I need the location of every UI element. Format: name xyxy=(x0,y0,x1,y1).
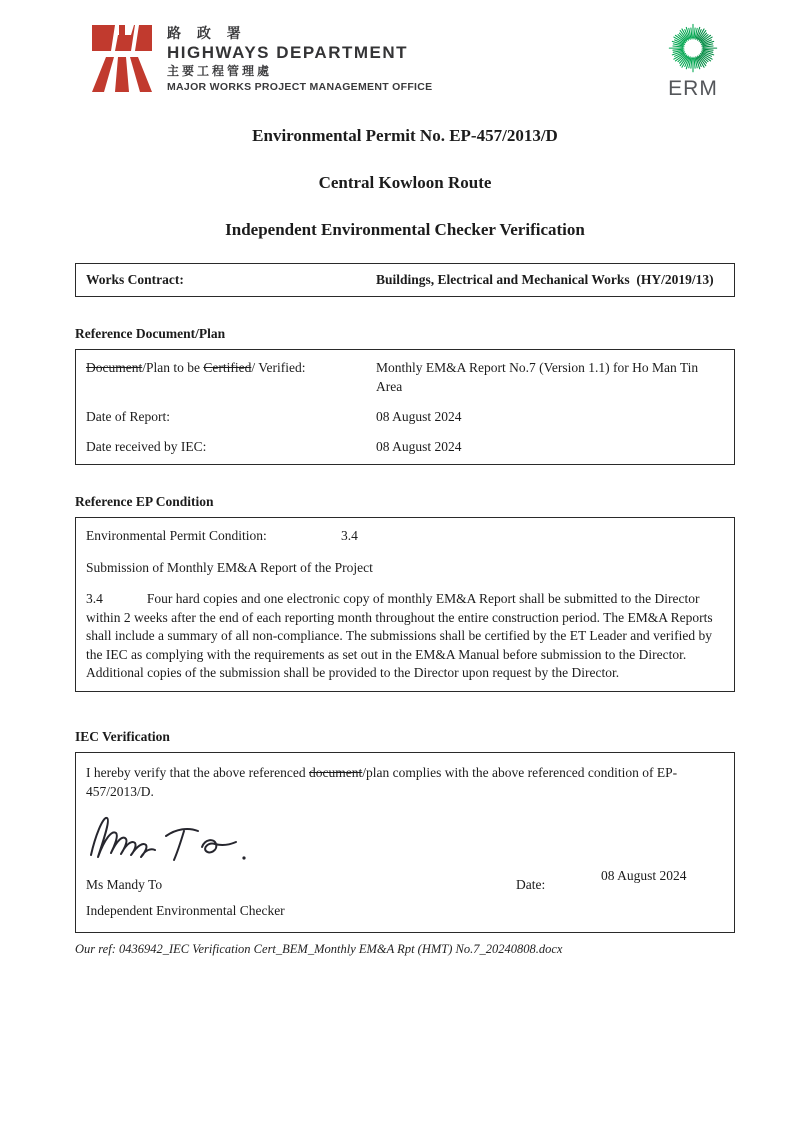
permit-number-title: Environmental Permit No. EP-457/2013/D xyxy=(252,126,558,145)
document-title: Independent Environmental Checker Verification xyxy=(225,220,585,239)
label-end-text: / Verified: xyxy=(251,360,306,375)
ep-condition-subtitle: Submission of Monthly EM&A Report of the Project xyxy=(86,560,373,575)
struck-word-certified: Certified xyxy=(203,360,252,375)
works-contract-label: Works Contract: xyxy=(86,272,184,287)
document-plan-row xyxy=(86,358,724,396)
dept-name-chinese: 路 政 署 xyxy=(167,25,247,41)
signatory-name: Ms Mandy To xyxy=(86,876,163,892)
our-ref-line: Our ref: 0436942_IEC Verification Cert_BEM_Monthly EM&A Rpt (HMT) No.7_20240808.docx xyxy=(75,941,563,956)
reference-ep-box xyxy=(75,517,735,692)
date-of-report-row xyxy=(86,407,724,426)
erm-starburst-icon xyxy=(664,22,722,80)
ep-condition-value: 3.4 xyxy=(341,528,358,543)
signatory-title: Independent Environmental Checker xyxy=(86,902,285,918)
project-title: Central Kowloon Route xyxy=(318,173,492,192)
iec-verification-heading: IEC Verification xyxy=(75,728,170,744)
reference-document-heading: Reference Document/Plan xyxy=(75,326,226,341)
ep-clause-number: 3.4 xyxy=(86,591,103,606)
works-contract-value: Buildings, Electrical and Mechanical Works (HY/2019/13) xyxy=(376,272,714,287)
ep-condition-label: Environmental Permit Condition: xyxy=(86,528,267,543)
signature-area xyxy=(86,809,724,867)
erm-burst-lines xyxy=(669,24,716,71)
statement-pre-text: I hereby verify that the above referenced xyxy=(86,764,310,780)
date-value: 08 August 2024 xyxy=(601,867,687,883)
office-name-chinese: 主要工程管理處 xyxy=(167,64,273,78)
document-plan-value: Monthly EM&A Report No.7 (Version 1.1) for Ho Man Tin Area xyxy=(376,360,699,394)
date-received-value: 08 August 2024 xyxy=(376,439,462,454)
date-of-report-value: 08 August 2024 xyxy=(376,409,462,424)
date-of-report-label: Date of Report: xyxy=(86,409,170,424)
dept-name-english: HIGHWAYS DEPARTMENT xyxy=(167,43,409,62)
date-received-label: Date received by IEC: xyxy=(86,439,207,454)
statement-post-text: /plan complies with the above referenced condition of EP-457/2013/D. xyxy=(86,764,678,799)
date-received-row xyxy=(86,437,724,456)
document-plan-label xyxy=(86,358,376,396)
date-label: Date: xyxy=(516,876,546,892)
signature-image xyxy=(86,809,256,867)
highways-department-logo-icon xyxy=(90,22,154,92)
struck-word-document-2: document xyxy=(309,764,363,780)
ep-clause-paragraph xyxy=(86,590,724,683)
works-contract-box xyxy=(75,263,735,297)
ep-clause-text: Four hard copies and one electronic copy of monthly EM&A Report shall be submitted to the Director within 2 weeks after the end of each reporting month throughout the entire construction period. The EM&A Reports shall include a summary of all non-compliance. The submissions shall be certified by the ET Leader and verified by the IEC as complying with the requirements as set out in the EM&A Manual before submission to the Director. Additional copies of the submission shall be provided to the Director upon request by the Director. xyxy=(86,591,713,680)
letterhead-text xyxy=(167,22,432,94)
reference-ep-heading: Reference EP Condition xyxy=(75,494,214,509)
reference-document-box xyxy=(75,349,735,465)
letterhead xyxy=(90,22,735,100)
iec-verification-statement xyxy=(86,763,724,801)
iec-verification-box xyxy=(75,752,735,933)
office-name-english: MAJOR WORKS PROJECT MANAGEMENT OFFICE xyxy=(167,81,433,93)
struck-word-document: Document xyxy=(86,360,143,375)
erm-logo xyxy=(651,22,735,100)
erm-logo-text: ERM xyxy=(668,77,718,100)
label-mid-text: /Plan to be xyxy=(142,360,204,375)
signatory-date-row xyxy=(86,867,724,894)
ep-condition-row xyxy=(86,526,724,545)
